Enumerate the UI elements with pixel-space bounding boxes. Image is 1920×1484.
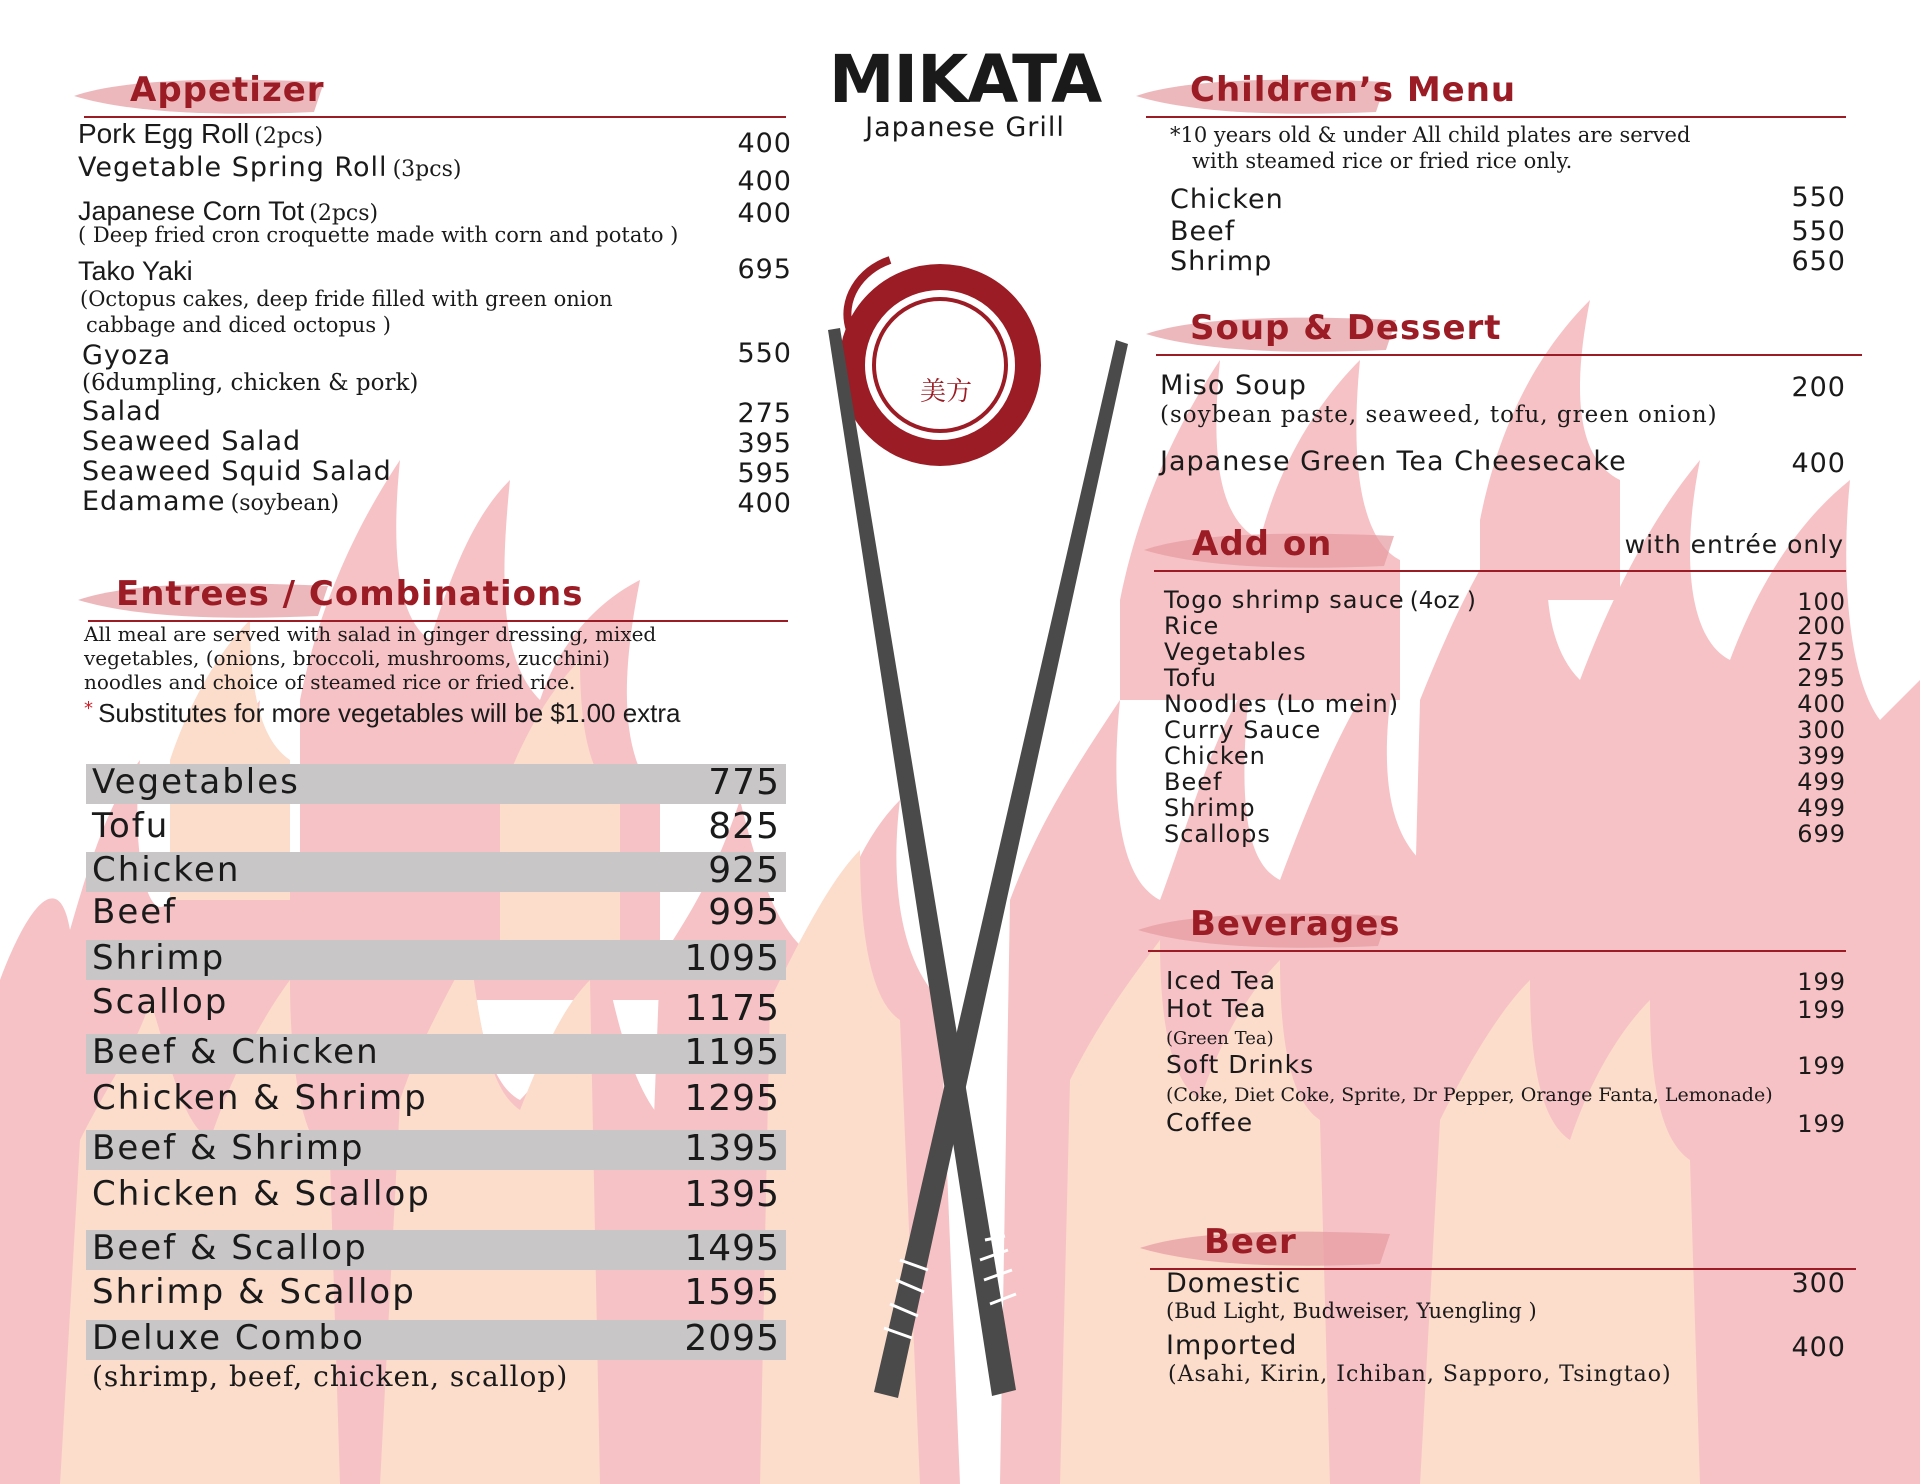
menu-price: 400	[737, 488, 792, 519]
menu-item: Miso Soup	[1160, 370, 1307, 401]
menu-price: 400	[1797, 690, 1846, 718]
menu-item: Shrimp	[1164, 794, 1256, 822]
menu-item: Tofu	[1164, 664, 1217, 692]
soup-list	[1160, 370, 1846, 480]
menu-price: 300	[1797, 716, 1846, 744]
menu-item: Beef	[1164, 768, 1223, 796]
menu-item: Imported	[1166, 1330, 1298, 1361]
menu-price: 199	[1797, 1110, 1846, 1138]
menu-item: Soft Drinks	[1166, 1050, 1315, 1079]
menu-price: 400	[737, 166, 792, 197]
menu-price: 595	[737, 458, 792, 489]
table-row: Beef & Scallop 1495	[86, 1230, 786, 1270]
asterisk: *	[84, 698, 93, 719]
table-row: Beef 995	[92, 892, 780, 933]
menu-price: 199	[1797, 996, 1846, 1024]
menu-item: Japanese Green Tea Cheesecake	[1160, 446, 1627, 477]
menu-item: Scallops	[1164, 820, 1271, 848]
menu-item: Chicken	[1170, 184, 1284, 215]
soup-header	[1146, 308, 1862, 364]
entrees-note	[84, 698, 794, 729]
menu-price: 699	[1797, 820, 1846, 848]
section-title-beverages: Beverages	[1190, 904, 1401, 944]
section-rule	[1148, 950, 1846, 952]
table-row: Shrimp 1095	[86, 940, 786, 980]
children-header	[1136, 70, 1846, 126]
table-row: Beef & Chicken 1195	[86, 1034, 786, 1074]
menu-item: Noodles (Lo mein)	[1164, 690, 1400, 718]
section-title-beer: Beer	[1204, 1222, 1297, 1262]
menu-price: 200	[1797, 612, 1846, 640]
menu-price: 295	[1797, 664, 1846, 692]
menu-item: Curry Sauce	[1164, 716, 1322, 744]
children-note: *10 years old & under All child plates are served	[1170, 123, 1691, 147]
menu-desc: cabbage and diced octopus )	[86, 313, 391, 337]
menu-price: 399	[1797, 742, 1846, 770]
menu-price: 550	[737, 338, 792, 369]
entrees-intro-line: noodles and choice of steamed rice or fried rice.	[84, 670, 576, 694]
brand-subtitle: Japanese Grill	[865, 112, 1065, 143]
section-title-soup: Soup & Dessert	[1190, 308, 1502, 348]
section-title-children: Children’s Menu	[1190, 70, 1517, 110]
menu-item: Iced Tea	[1166, 966, 1277, 995]
section-rule	[1154, 570, 1846, 572]
menu-desc: (soybean paste, seaweed, tofu, green onion)	[1160, 402, 1718, 428]
menu-item: Japanese Corn Tot (2pcs)	[78, 196, 379, 226]
table-row: Scallop 1175	[92, 982, 780, 1029]
table-row: Chicken & Scallop 1395	[92, 1174, 780, 1215]
section-title-addon: Add on	[1192, 524, 1333, 564]
appetizer-list	[78, 118, 792, 528]
menu-item: Salad	[82, 396, 162, 427]
menu-item: Domestic	[1166, 1268, 1302, 1299]
chopsticks-logo	[780, 240, 1140, 1410]
section-rule	[1146, 116, 1846, 118]
section-title-appetizer: Appetizer	[130, 70, 325, 110]
table-row: Vegetables 775	[86, 764, 786, 804]
menu-item: Pork Egg Roll (2pcs)	[78, 118, 324, 149]
beverages-header	[1138, 904, 1846, 960]
menu-item: Shrimp	[1170, 246, 1273, 277]
menu-price: 199	[1797, 968, 1846, 996]
menu-price: 400	[1791, 1332, 1846, 1363]
table-row: Deluxe Combo 2095	[86, 1320, 786, 1360]
menu-desc: (Bud Light, Budweiser, Yuengling )	[1166, 1299, 1537, 1323]
menu-desc: (6dumpling, chicken & pork)	[82, 370, 419, 396]
entrees-intro-line: vegetables, (onions, broccoli, mushrooms, zucchini)	[84, 646, 610, 670]
entrees-intro	[84, 622, 794, 729]
menu-item: Togo shrimp sauce (4oz )	[1164, 586, 1476, 614]
menu-price: 400	[1791, 448, 1846, 479]
menu-item: Gyoza	[82, 340, 172, 371]
addon-header	[1144, 524, 1846, 580]
menu-price: 695	[737, 254, 792, 285]
entrees-note-text: Substitutes for more vegetables will be $1.00 extra	[98, 698, 681, 728]
menu-item: Coffee	[1166, 1108, 1254, 1137]
menu-desc: (Coke, Diet Coke, Sprite, Dr Pepper, Orange Fanta, Lemonade)	[1166, 1084, 1773, 1106]
table-row: Shrimp & Scallop 1595	[92, 1272, 780, 1313]
menu-desc: ( Deep fried cron croquette made with corn and potato )	[78, 223, 679, 247]
table-row: Chicken 925	[86, 852, 786, 892]
menu-item: Beef	[1170, 216, 1236, 247]
menu-price: 275	[1797, 638, 1846, 666]
menu-item: Vegetables	[1164, 638, 1307, 666]
addon-list	[1164, 586, 1846, 856]
menu-item: Rice	[1164, 612, 1220, 640]
menu-price: 400	[737, 128, 792, 159]
menu-item: Edamame (soybean)	[82, 486, 340, 517]
table-row: Beef & Shrimp 1395	[86, 1130, 786, 1170]
menu-price: 499	[1797, 768, 1846, 796]
menu-price: 100	[1797, 588, 1846, 616]
addon-note: with entrée only	[1624, 530, 1844, 559]
table-row: Tofu 825	[92, 806, 780, 847]
menu-item: Seaweed Salad	[82, 426, 302, 457]
menu-item: Tako Yaki	[78, 256, 193, 286]
menu-item: Hot Tea	[1166, 994, 1267, 1023]
deluxe-desc: (shrimp, beef, chicken, scallop)	[92, 1360, 569, 1393]
menu-item: Vegetable Spring Roll (3pcs)	[78, 152, 462, 183]
table-row: Chicken & Shrimp 1295	[92, 1078, 780, 1119]
brand-header	[820, 41, 1110, 143]
section-rule	[1156, 354, 1862, 356]
menu-desc: (Asahi, Kirin, Ichiban, Sapporo, Tsingtao)	[1168, 1362, 1672, 1387]
logo-chars: 美方	[920, 377, 973, 407]
menu-price: 499	[1797, 794, 1846, 822]
menu-price: 199	[1797, 1052, 1846, 1080]
menu-price: 275	[737, 398, 792, 429]
brand-name: MIKATA	[828, 41, 1102, 118]
menu-price: 300	[1791, 1268, 1846, 1299]
menu-price: 200	[1791, 372, 1846, 403]
enso-circle-icon	[847, 260, 1028, 453]
menu-price: 650	[1791, 246, 1846, 277]
section-title-entrees: Entrees / Combinations	[116, 574, 584, 614]
menu-desc: (Green Tea)	[1166, 1028, 1274, 1049]
entrees-intro-line: All meal are served with salad in ginger dressing, mixed	[84, 622, 657, 646]
menu-price: 550	[1791, 216, 1846, 247]
menu-price: 550	[1791, 182, 1846, 213]
menu-item: Chicken	[1164, 742, 1266, 770]
children-note: with steamed rice or fried rice only.	[1192, 149, 1573, 173]
menu-item: Seaweed Squid Salad	[82, 456, 392, 487]
beverages-list	[1166, 966, 1846, 1146]
children-list	[1170, 122, 1846, 282]
menu-price: 395	[737, 428, 792, 459]
beer-list	[1166, 1268, 1846, 1398]
menu-desc: (Octopus cakes, deep fride filled with green onion	[80, 287, 613, 311]
menu-price: 400	[737, 198, 792, 229]
